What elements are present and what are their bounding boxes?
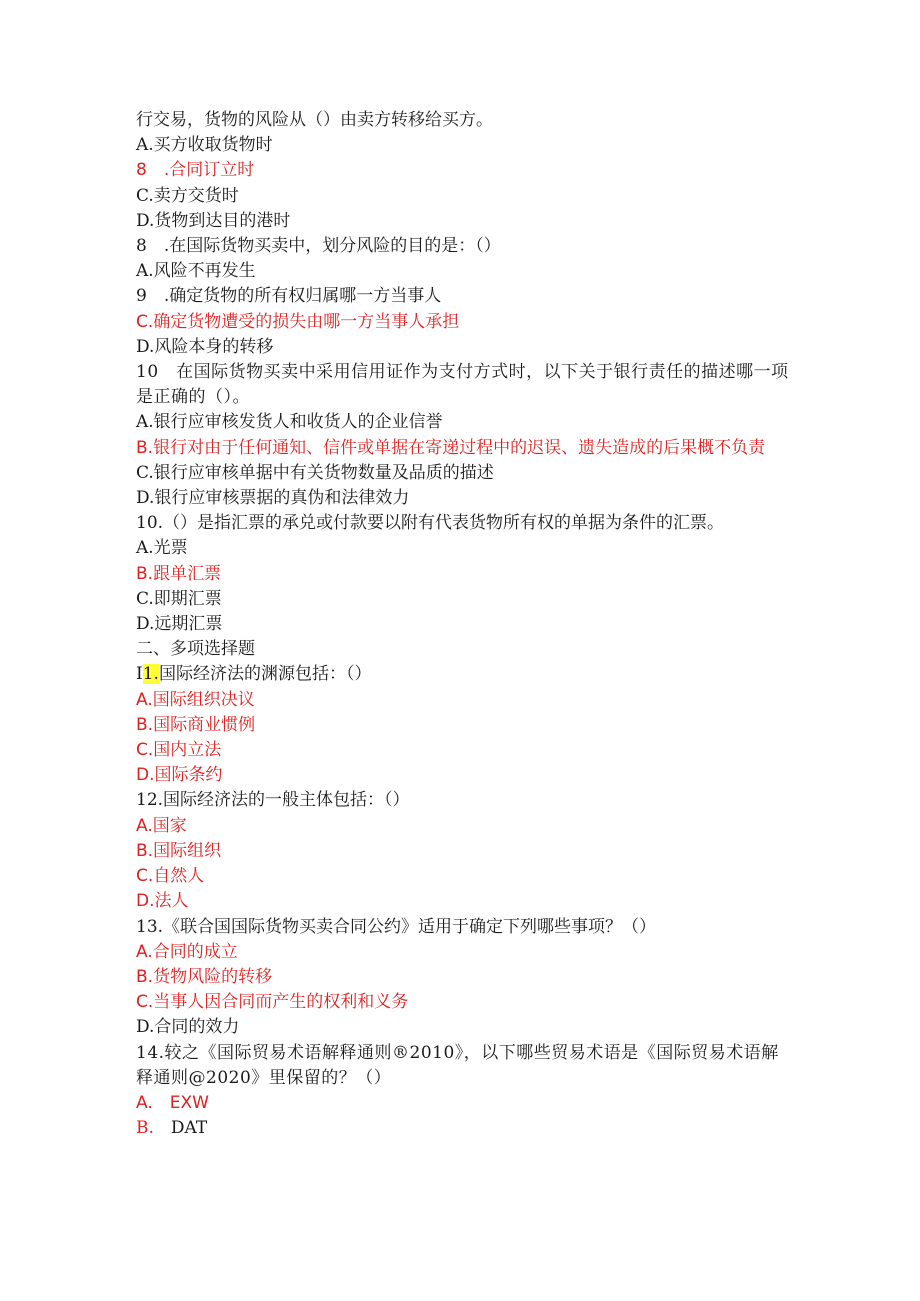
question-text-line: D.银行应审核票据的真伪和法律效力	[136, 488, 410, 509]
question-text-line: 10.（）是指汇票的承兑或付款要以附有代表货物所有权的单据为条件的汇票。	[136, 513, 725, 534]
answer-option-line: A.合同的成立	[136, 941, 238, 962]
question-text-line: 14.较之《国际贸易术语解释通则®2010》，以下哪些贸易术语是《国际贸易术语解释通则@2020》里保留的？（）	[136, 1042, 779, 1088]
answer-option-line: C.确定货物遭受的损失由哪一方当事人承担	[136, 311, 460, 332]
question-text: 国际经济法的渊源包括：（）	[158, 664, 372, 685]
question-text-line: D.合同的效力	[136, 1017, 240, 1038]
question-text-line: A.银行应审核发货人和收货人的企业信誉	[136, 412, 443, 433]
question-text-line: C.银行应审核单据中有关货物数量及品质的描述	[136, 462, 494, 483]
answer-option-line: B.货物风险的转移	[136, 966, 273, 987]
answer-option-line: B.跟单汇票	[136, 563, 222, 584]
question-text-line: 10 在国际货物买卖中采用信用证作为支付方式时，以下关于银行责任的描述哪一项是正确的（）。	[136, 362, 789, 408]
answer-option-line: A. EXW	[136, 1092, 209, 1113]
highlighted-number: 1.	[142, 664, 159, 685]
answer-option-line: A.国际组织决议	[136, 689, 255, 710]
answer-option-line: A.国家	[136, 815, 187, 836]
answer-option-line: C.国内立法	[136, 740, 222, 761]
question-text-line: D.风险本身的转移	[136, 336, 274, 357]
answer-option-line: 8 .合同订立时	[136, 160, 255, 181]
option-text: DAT	[153, 1118, 208, 1139]
question-text-line: A.光票	[136, 538, 188, 559]
question-text-line: D.货物到达目的港时	[136, 210, 291, 231]
answer-option-line: B.国际商业惯例	[136, 714, 256, 735]
question-text-line: 8 .在国际货物买卖中，划分风险的目的是：（）	[136, 236, 501, 257]
question-text-line: A.买方收取货物时	[136, 135, 273, 156]
question-text-line: 12.国际经济法的一般主体包括：（）	[136, 790, 410, 811]
question-text-line	[136, 1116, 796, 1141]
question-text-line: D.远期汇票	[136, 614, 223, 635]
question-text-line: C.卖方交货时	[136, 185, 239, 206]
answer-option-line: B.国际组织	[136, 840, 222, 861]
question-text-line: C.即期汇票	[136, 588, 222, 609]
option-letter: B.	[136, 1118, 154, 1139]
question-text-line: 13.《联合国国际货物买卖合同公约》适用于确定下列哪些事项？（）	[136, 916, 657, 937]
question-text-line: A.风险不再发生	[136, 261, 256, 282]
question-text-line: 9 .确定货物的所有权归属哪一方当事人	[136, 286, 442, 307]
answer-option-line: C.当事人因合同而产生的权利和义务	[136, 992, 409, 1013]
answer-option-line: D.国际条约	[136, 765, 223, 786]
answer-option-line: C.自然人	[136, 866, 205, 887]
question-number-prefix: I	[136, 664, 143, 685]
question-text-line	[136, 662, 796, 687]
question-text-line: 二、多项选择题	[136, 639, 255, 660]
answer-option-line: D.法人	[136, 891, 189, 912]
question-list	[136, 108, 796, 1141]
answer-option-line: B.银行对由于任何通知、信件或单据在寄递过程中的迟误、遗失造成的后果概不负责	[136, 437, 766, 458]
question-text-line: 行交易，货物的风险从（）由卖方转移给买方。	[136, 110, 493, 130]
